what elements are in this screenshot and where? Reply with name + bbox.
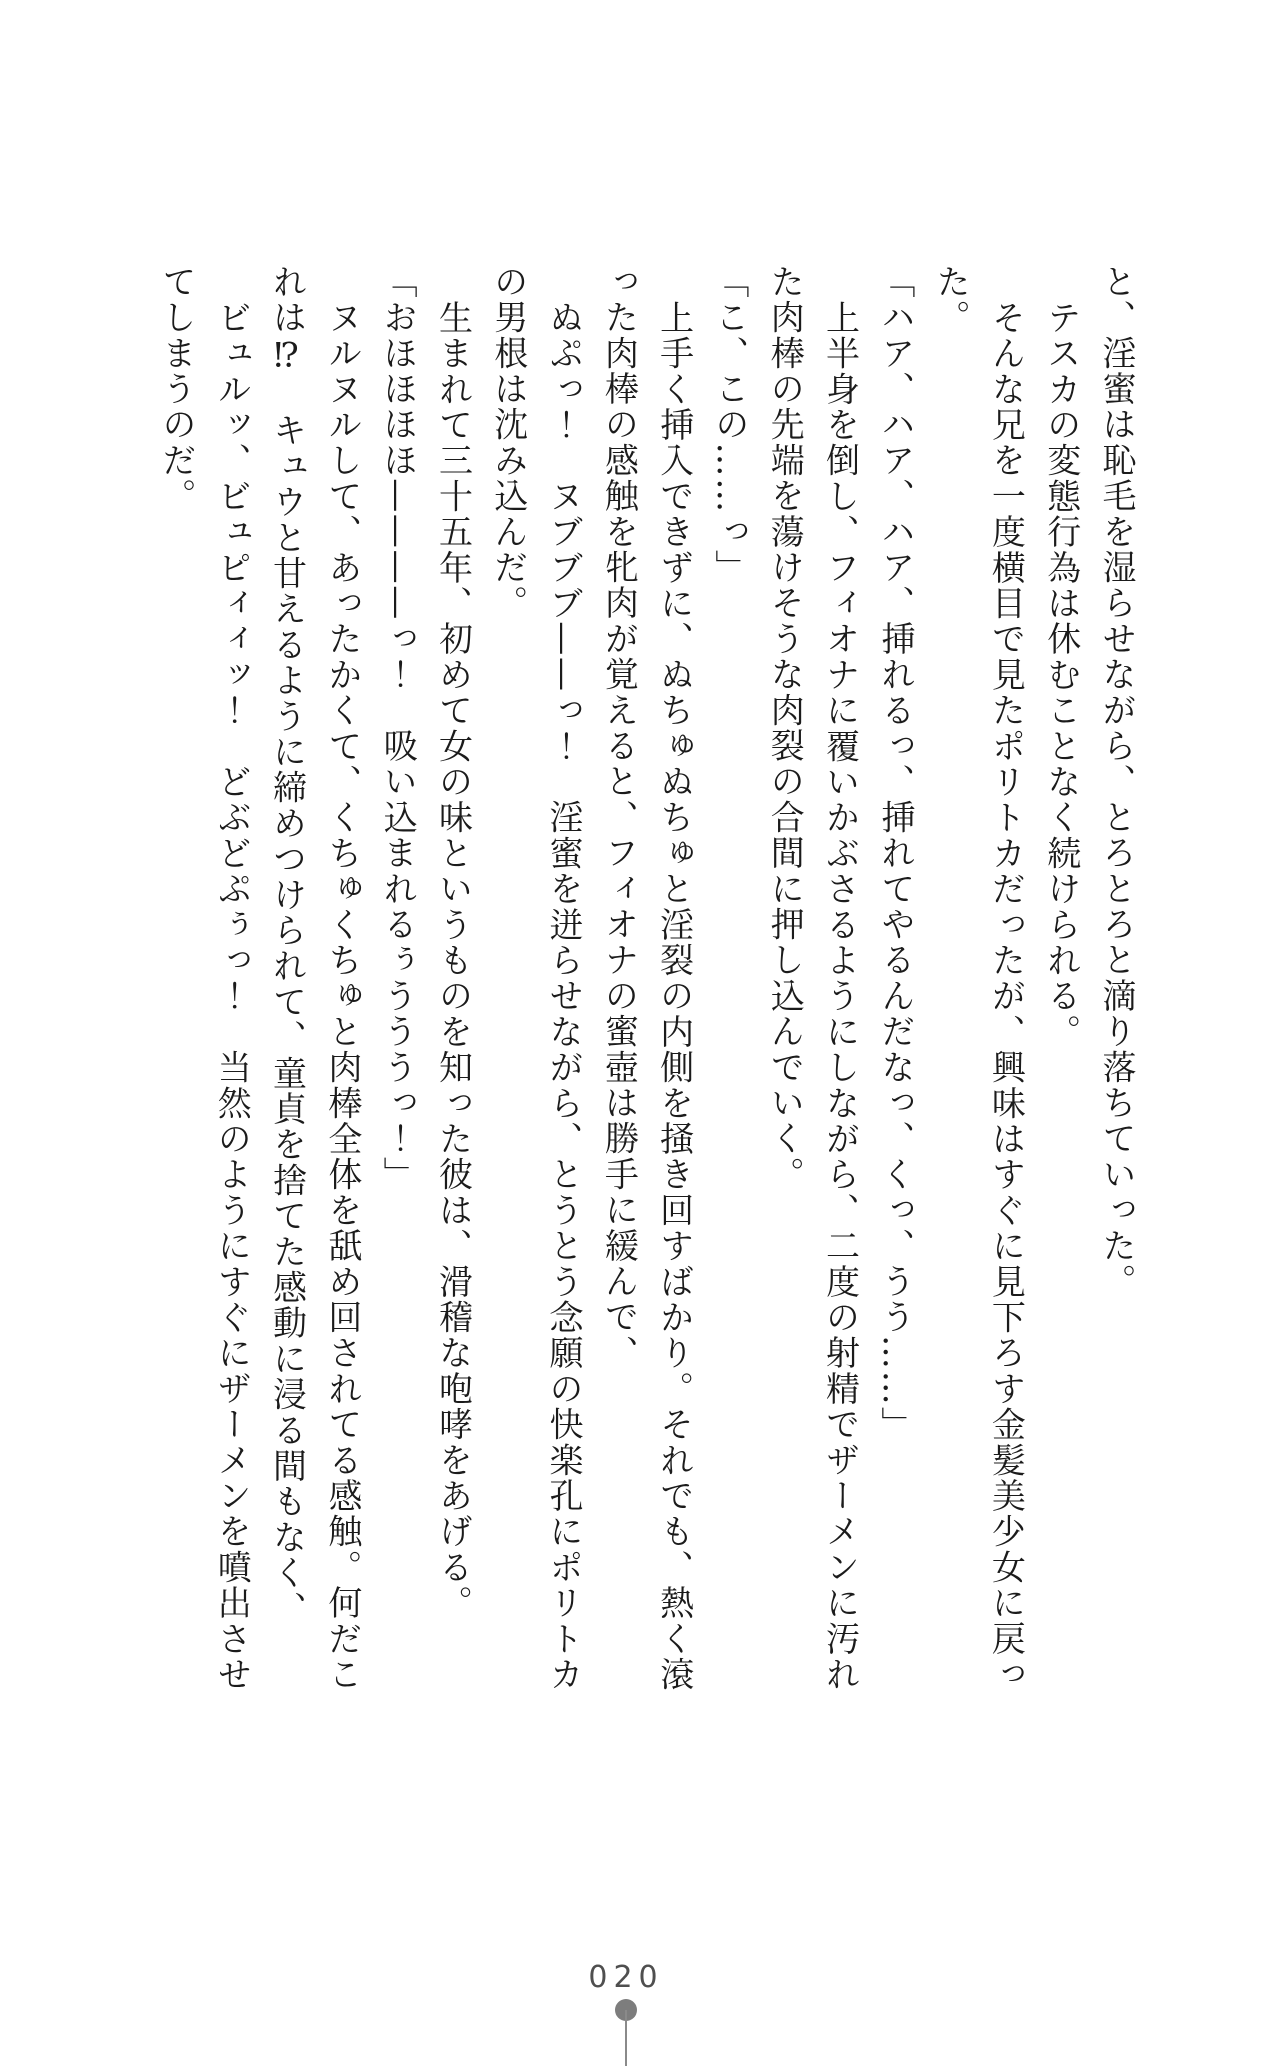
text-line: ビュルッ、ビュピィィッ！ どぶどぷぅっ！ 当然のようにすぐにザーメンを噴出させ xyxy=(211,300,252,1693)
text-line: ヌルヌルして、あったかくて、くちゅくちゅと肉棒全体を舐め回されてる感触。何だこ xyxy=(321,300,362,1693)
text-line: た。 xyxy=(930,264,971,336)
text-line: の男根は沈み込んだ。 xyxy=(487,264,528,621)
text-line: と、淫蜜は恥毛を湿らせながら、とろとろと滴り落ちていった。 xyxy=(1096,264,1136,1300)
text-line: そんな兄を一度横目で見たポリトカだったが、興味はすぐに見下ろす金髪美少女に戻っ xyxy=(985,300,1026,1693)
text-line: 上手く挿入できずに、ぬちゅぬちゅと淫裂の内側を掻き回すばかり。それでも、熱く滾 xyxy=(653,300,694,1693)
text-line: れは⁉ キュウと甘えるように締めつけられて、童貞を捨てた感動に浸る間もなく、 xyxy=(266,264,307,1627)
text-line: ぬぷっ！ ヌブブブ——っ！ 淫蜜を迸らせながら、とうとう念願の快楽孔にポリトカ xyxy=(543,300,584,1693)
text-line: 「ハア、ハア、ハア、挿れるっ、挿れてやるんだなっ、くっ、うう……」 xyxy=(874,264,915,1443)
text-line: 「おほほほほ————っ！ 吸い込まれるぅうううっ！」 xyxy=(377,264,418,1193)
text-line: テスカの変態行為は休むことなく続けられる。 xyxy=(1040,300,1081,1050)
text-line: 「こ、この……っ」 xyxy=(708,264,749,586)
text-line: た肉棒の先端を蕩けそうな肉裂の合間に押し込んでいく。 xyxy=(764,264,805,1193)
text-line: 上半身を倒し、フィオナに覆いかぶさるようにしながら、二度の射精でザーメンに汚れ xyxy=(819,300,860,1693)
text-line: った肉棒の感触を牝肉が覚えると、フィオナの蜜壺は勝手に緩んで、 xyxy=(598,264,639,1371)
text-line: 生まれて三十五年、初めて女の味というものを知った彼は、滑稽な咆哮をあげる。 xyxy=(432,300,473,1621)
text-line: てしまうのだ。 xyxy=(155,264,196,514)
footer-ornament-line xyxy=(625,2010,627,2066)
body-text xyxy=(148,264,1143,1704)
page-number: 020 xyxy=(588,1960,664,1995)
